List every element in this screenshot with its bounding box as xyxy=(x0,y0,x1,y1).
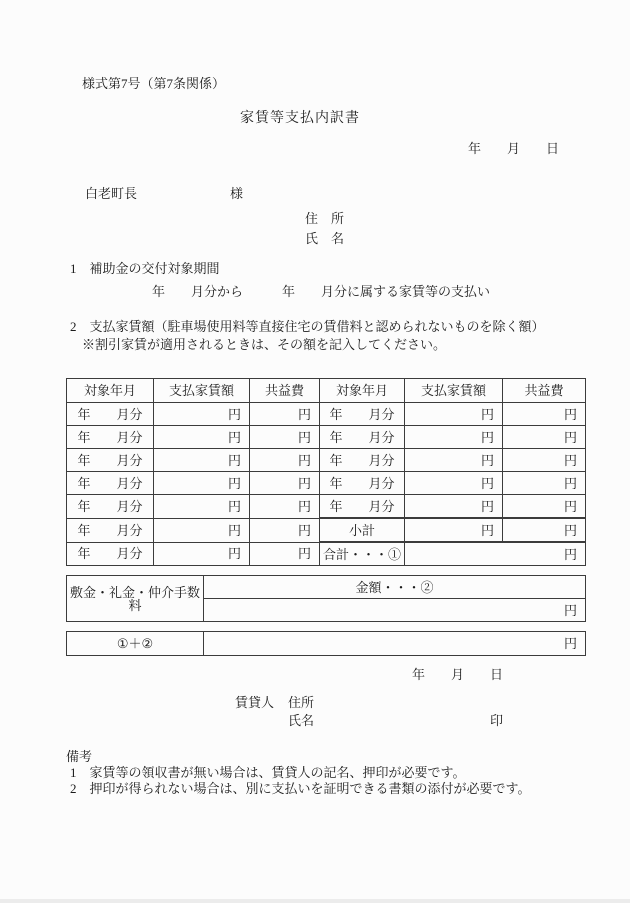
rent-row xyxy=(67,449,586,472)
rent-row-total xyxy=(67,542,586,566)
rent-amount-cell: 円 xyxy=(154,403,250,426)
subtotal-label: 小計 xyxy=(320,518,405,542)
col-header-common-fee: 共益費 xyxy=(503,379,586,403)
rent-amount-cell: 円 xyxy=(154,495,250,519)
common-fee-cell: 円 xyxy=(250,495,320,519)
col-header-rent-paid: 支払家賃額 xyxy=(405,379,503,403)
rent-amount-cell: 円 xyxy=(405,472,503,495)
date-line-bottom: 年 月 日 xyxy=(411,667,503,682)
rent-amount-cell: 円 xyxy=(405,403,503,426)
common-fee-cell: 円 xyxy=(250,426,320,449)
col-header-rent-paid: 支払家賃額 xyxy=(154,379,250,403)
addressee-line xyxy=(85,186,243,202)
applicant-block xyxy=(305,211,344,251)
rent-row xyxy=(67,426,586,449)
section1-heading: 1 補助金の交付対象期間 xyxy=(70,261,220,276)
rent-row-subtotal xyxy=(67,518,586,542)
month-cell: 年 月分 xyxy=(67,472,154,495)
deposit-row-label: 敷金・礼金・仲介手数料 xyxy=(67,576,204,622)
common-fee-cell: 円 xyxy=(250,542,320,566)
col-header-common-fee: 共益費 xyxy=(250,379,320,403)
addressee-honorific: 様 xyxy=(230,186,244,201)
rent-amount-cell: 円 xyxy=(405,426,503,449)
rent-amount-cell: 円 xyxy=(154,542,250,566)
deposit-header-row xyxy=(67,576,586,599)
form-number: 様式第7号（第7条関係） xyxy=(82,76,226,91)
total-amount-cell: 円 xyxy=(405,542,586,566)
deposit-amount-header: 金額・・・② xyxy=(204,576,586,599)
remarks-item-2: 2 押印が得られない場合は、別に支払いを証明できる書類の添付が必要です。 xyxy=(70,781,531,796)
rent-amount-cell: 円 xyxy=(154,449,250,472)
addressee-name: 白老町長 xyxy=(85,186,138,201)
rent-table-header-row xyxy=(67,379,586,403)
month-cell: 年 月分 xyxy=(320,403,405,426)
landlord-label: 賃貸人 xyxy=(235,695,275,710)
month-cell: 年 月分 xyxy=(67,449,154,472)
rent-row xyxy=(67,472,586,495)
common-fee-cell: 円 xyxy=(503,449,586,472)
common-fee-cell: 円 xyxy=(250,449,320,472)
applicant-address-label: 住 所 xyxy=(305,211,345,226)
rent-table xyxy=(66,378,586,566)
remarks-item-1: 1 家賃等の領収書が無い場合は、賃貸人の記名、押印が必要です。 xyxy=(70,765,466,780)
grand-total-row xyxy=(67,632,586,656)
common-fee-cell: 円 xyxy=(250,472,320,495)
common-fee-cell: 円 xyxy=(250,518,320,542)
deposit-amount-cell: 円 xyxy=(204,599,586,622)
common-fee-cell: 円 xyxy=(503,426,586,449)
rent-amount-cell: 円 xyxy=(154,426,250,449)
common-fee-cell: 円 xyxy=(250,403,320,426)
grand-total-label: ①＋② xyxy=(67,632,204,656)
col-header-target-month: 対象年月 xyxy=(67,379,154,403)
grand-total-table xyxy=(66,631,586,656)
deposit-table xyxy=(66,575,586,622)
month-cell: 年 月分 xyxy=(320,449,405,472)
section1-period-line: 年 月分から 年 月分に属する家賃等の支払い xyxy=(152,284,491,299)
month-cell: 年 月分 xyxy=(320,426,405,449)
common-fee-cell: 円 xyxy=(503,495,586,519)
date-line-top: 年 月 日 xyxy=(467,141,559,156)
common-fee-cell: 円 xyxy=(503,472,586,495)
grand-total-amount-cell: 円 xyxy=(204,632,586,656)
seal-mark: 印 xyxy=(490,713,504,728)
rent-amount-cell: 円 xyxy=(154,472,250,495)
landlord-address-line xyxy=(235,695,555,713)
rent-row xyxy=(67,495,586,519)
month-cell: 年 月分 xyxy=(320,495,405,519)
section2-note: ※割引家賃が適用されるときは、その額を記入してください。 xyxy=(82,337,447,352)
remarks-block xyxy=(66,749,530,797)
month-cell: 年 月分 xyxy=(67,518,154,542)
section2-heading: 2 支払家賃額（駐車場使用料等直接住宅の賃借料と認められないものを除く額） xyxy=(70,319,545,334)
rent-amount-cell: 円 xyxy=(405,495,503,519)
month-cell: 年 月分 xyxy=(67,495,154,519)
landlord-signature-block xyxy=(235,695,555,731)
applicant-name-label: 氏 名 xyxy=(305,231,345,246)
col-header-target-month: 対象年月 xyxy=(320,379,405,403)
month-cell: 年 月分 xyxy=(67,542,154,566)
common-fee-cell: 円 xyxy=(503,403,586,426)
month-cell: 年 月分 xyxy=(67,403,154,426)
month-cell: 年 月分 xyxy=(320,472,405,495)
total-label: 合計・・・① xyxy=(320,542,405,566)
landlord-name-label: 氏名 xyxy=(288,713,315,728)
month-cell: 年 月分 xyxy=(67,426,154,449)
subtotal-fee-cell: 円 xyxy=(503,518,586,542)
rent-amount-cell: 円 xyxy=(405,449,503,472)
subtotal-rent-cell: 円 xyxy=(405,518,503,542)
landlord-name-line xyxy=(288,713,555,731)
remarks-heading: 備考 xyxy=(66,749,93,764)
landlord-address-label: 住所 xyxy=(288,695,315,710)
page-title: 家賃等支払内訳書 xyxy=(240,111,360,126)
rent-row xyxy=(67,403,586,426)
rent-amount-cell: 円 xyxy=(154,518,250,542)
